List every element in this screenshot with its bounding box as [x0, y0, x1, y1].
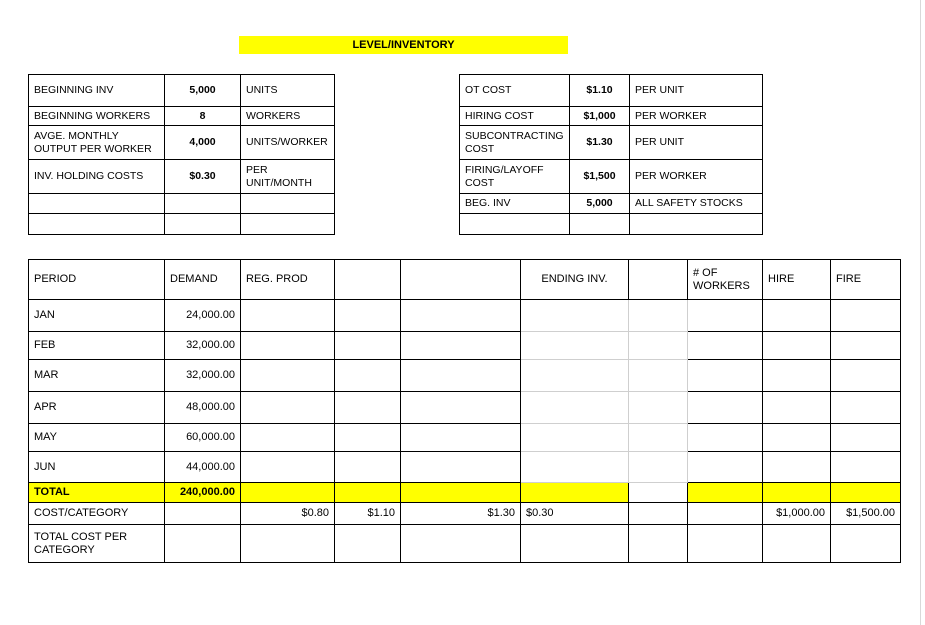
- parameter-row: [460, 75, 763, 107]
- parameter-label: AVGE. MONTHLY OUTPUT PER WORKER: [29, 126, 165, 160]
- total-cell: [521, 483, 629, 503]
- column-header: [401, 260, 521, 300]
- table-row: [29, 392, 901, 424]
- column-header: PERIOD: [29, 260, 165, 300]
- period-cell: FEB: [29, 332, 165, 360]
- column-header: [629, 260, 688, 300]
- empty-cell: [688, 452, 763, 483]
- parameter-unit: [241, 194, 335, 214]
- cost-value-cell: $1.30: [401, 503, 521, 525]
- demand-cell: 32,000.00: [165, 332, 241, 360]
- empty-cell: [241, 424, 335, 452]
- period-cell: MAY: [29, 424, 165, 452]
- cost-value-cell: $1.10: [335, 503, 401, 525]
- column-header: REG. PROD: [241, 260, 335, 300]
- demand-cell: 48,000.00: [165, 392, 241, 424]
- empty-cell: [831, 424, 901, 452]
- cost-value-cell: $0.30: [521, 503, 629, 525]
- empty-cell: [629, 392, 688, 424]
- column-header: FIRE: [831, 260, 901, 300]
- empty-cell: [629, 525, 688, 563]
- parameter-row: [29, 107, 335, 126]
- parameter-unit: WORKERS: [241, 107, 335, 126]
- empty-cell: [401, 300, 521, 332]
- empty-cell: [831, 392, 901, 424]
- parameter-value: $1.30: [570, 126, 630, 160]
- parameter-label: BEG. INV: [460, 194, 570, 214]
- table-row: [29, 360, 901, 392]
- parameter-unit: PER UNIT: [630, 75, 763, 107]
- total-demand: 240,000.00: [165, 483, 241, 503]
- parameter-value: $1,000: [570, 107, 630, 126]
- parameter-unit: [241, 214, 335, 235]
- parameter-unit: PER UNIT: [630, 126, 763, 160]
- empty-cell: [763, 300, 831, 332]
- empty-cell: [521, 525, 629, 563]
- empty-cell: [241, 300, 335, 332]
- parameter-value: 4,000: [165, 126, 241, 160]
- empty-cell: [831, 300, 901, 332]
- parameter-row: [460, 126, 763, 160]
- demand-cell: 32,000.00: [165, 360, 241, 392]
- empty-cell: [763, 332, 831, 360]
- period-cell: APR: [29, 392, 165, 424]
- empty-cell: [241, 525, 335, 563]
- left-parameters-table: [28, 74, 335, 235]
- demand-cell: 24,000.00: [165, 300, 241, 332]
- aggregate-plan-table: [28, 259, 901, 563]
- parameter-label: BEGINNING WORKERS: [29, 107, 165, 126]
- empty-cell: [241, 392, 335, 424]
- parameter-value: $1,500: [570, 160, 630, 194]
- total-cell: [831, 483, 901, 503]
- empty-cell: [688, 300, 763, 332]
- empty-cell: [688, 360, 763, 392]
- parameter-row: [29, 75, 335, 107]
- plan-header-row: [29, 260, 901, 300]
- demand-cell: 44,000.00: [165, 452, 241, 483]
- parameter-unit: PER UNIT/MONTH: [241, 160, 335, 194]
- empty-cell: [831, 332, 901, 360]
- empty-cell: [629, 452, 688, 483]
- column-header: ENDING INV.: [521, 260, 629, 300]
- parameter-row: [460, 194, 763, 214]
- empty-cell: [688, 525, 763, 563]
- total-cost-row: [29, 525, 901, 563]
- total-cell: [763, 483, 831, 503]
- empty-cell: [763, 360, 831, 392]
- parameter-value: 8: [165, 107, 241, 126]
- parameter-label: [29, 214, 165, 235]
- parameter-row: [29, 214, 335, 235]
- sheet-title: LEVEL/INVENTORY: [239, 36, 568, 54]
- cost-value-cell: $1,500.00: [831, 503, 901, 525]
- parameter-value: [165, 214, 241, 235]
- total-cell: [335, 483, 401, 503]
- empty-cell: [165, 525, 241, 563]
- empty-cell: [335, 360, 401, 392]
- parameter-value: 5,000: [165, 75, 241, 107]
- cost-value-cell: [629, 503, 688, 525]
- table-row: [29, 424, 901, 452]
- column-header: # OF WORKERS: [688, 260, 763, 300]
- parameter-unit: ALL SAFETY STOCKS: [630, 194, 763, 214]
- empty-cell: [241, 332, 335, 360]
- empty-cell: [521, 424, 629, 452]
- empty-cell: [241, 452, 335, 483]
- empty-cell: [335, 300, 401, 332]
- empty-cell: [763, 452, 831, 483]
- empty-cell: [521, 360, 629, 392]
- total-cell: [401, 483, 521, 503]
- period-cell: MAR: [29, 360, 165, 392]
- column-header: [335, 260, 401, 300]
- total-row: [29, 483, 901, 503]
- empty-cell: [401, 392, 521, 424]
- empty-cell: [763, 392, 831, 424]
- parameter-unit: [630, 214, 763, 235]
- empty-cell: [688, 392, 763, 424]
- empty-cell: [629, 300, 688, 332]
- parameter-unit: PER WORKER: [630, 160, 763, 194]
- empty-cell: [521, 332, 629, 360]
- column-header: DEMAND: [165, 260, 241, 300]
- parameter-row: [460, 214, 763, 235]
- parameter-label: [29, 194, 165, 214]
- empty-cell: [335, 452, 401, 483]
- cost-category-row: [29, 503, 901, 525]
- empty-cell: [763, 525, 831, 563]
- parameter-value: [165, 194, 241, 214]
- table-row: [29, 332, 901, 360]
- parameter-unit: UNITS/WORKER: [241, 126, 335, 160]
- empty-cell: [688, 332, 763, 360]
- total-label: TOTAL: [29, 483, 165, 503]
- empty-cell: [629, 424, 688, 452]
- empty-cell: [401, 424, 521, 452]
- parameter-unit: PER WORKER: [630, 107, 763, 126]
- parameter-label: INV. HOLDING COSTS: [29, 160, 165, 194]
- empty-cell: [335, 525, 401, 563]
- parameter-row: [460, 160, 763, 194]
- empty-cell: [335, 392, 401, 424]
- parameter-label: HIRING COST: [460, 107, 570, 126]
- parameter-label: OT COST: [460, 75, 570, 107]
- cost-value-cell: $0.80: [241, 503, 335, 525]
- empty-cell: [335, 332, 401, 360]
- empty-cell: [401, 452, 521, 483]
- empty-cell: [401, 525, 521, 563]
- empty-cell: [763, 424, 831, 452]
- right-parameters-table: [459, 74, 763, 235]
- empty-cell: [831, 452, 901, 483]
- table-row: [29, 300, 901, 332]
- parameter-row: [29, 126, 335, 160]
- parameter-value: $1.10: [570, 75, 630, 107]
- cost-row-label: COST/CATEGORY: [29, 503, 165, 525]
- empty-cell: [629, 360, 688, 392]
- parameter-row: [29, 194, 335, 214]
- parameter-value: 5,000: [570, 194, 630, 214]
- parameter-row: [29, 160, 335, 194]
- parameter-value: [570, 214, 630, 235]
- cost-value-cell: $1,000.00: [763, 503, 831, 525]
- column-header: HIRE: [763, 260, 831, 300]
- parameter-label: [460, 214, 570, 235]
- page-edge-line: [920, 0, 921, 625]
- total-cell: [241, 483, 335, 503]
- empty-cell: [688, 424, 763, 452]
- empty-cell: [401, 360, 521, 392]
- parameter-row: [460, 107, 763, 126]
- empty-cell: [831, 360, 901, 392]
- total-cell: [688, 483, 763, 503]
- parameter-label: FIRING/LAYOFF COST: [460, 160, 570, 194]
- cost-value-cell: [165, 503, 241, 525]
- empty-cell: [521, 392, 629, 424]
- period-cell: JAN: [29, 300, 165, 332]
- demand-cell: 60,000.00: [165, 424, 241, 452]
- empty-cell: [241, 360, 335, 392]
- period-cell: JUN: [29, 452, 165, 483]
- total-cost-label: TOTAL COST PER CATEGORY: [29, 525, 165, 563]
- cost-value-cell: [688, 503, 763, 525]
- total-cell: [629, 483, 688, 503]
- parameter-label: BEGINNING INV: [29, 75, 165, 107]
- table-row: [29, 452, 901, 483]
- empty-cell: [831, 525, 901, 563]
- empty-cell: [629, 332, 688, 360]
- parameter-unit: UNITS: [241, 75, 335, 107]
- empty-cell: [521, 452, 629, 483]
- parameter-value: $0.30: [165, 160, 241, 194]
- empty-cell: [521, 300, 629, 332]
- parameter-label: SUBCONTRACTING COST: [460, 126, 570, 160]
- empty-cell: [401, 332, 521, 360]
- empty-cell: [335, 424, 401, 452]
